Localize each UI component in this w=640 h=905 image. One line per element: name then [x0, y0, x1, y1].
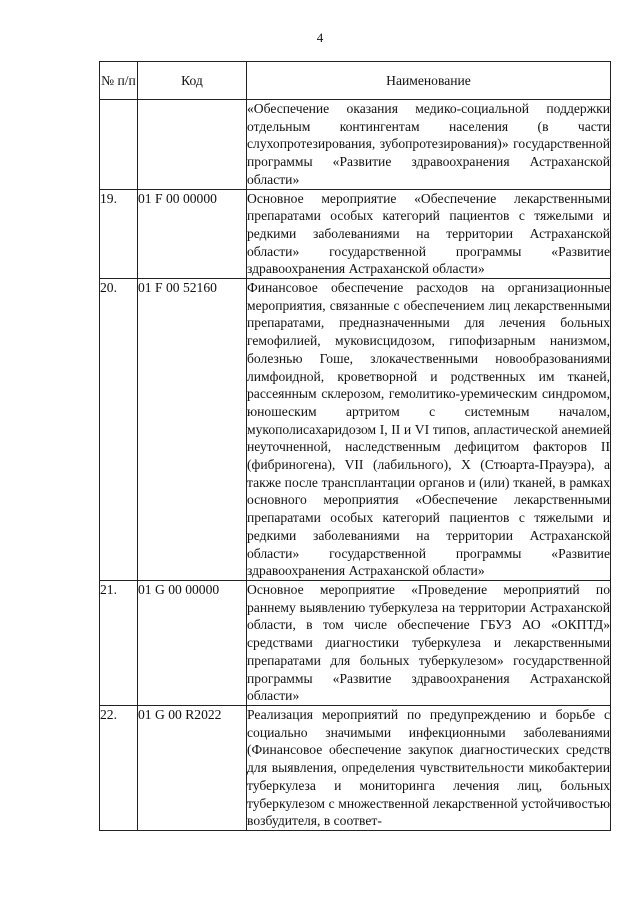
- row-code: 01 F 00 00000: [138, 189, 247, 279]
- table-header-row: [100, 62, 611, 100]
- table-row: [100, 581, 611, 706]
- row-name: «Обеспечение оказания медико-социальной поддержки отдельным контингентам населения (в части слухопротезирования, зубопротезирования)» государственной программы «Развитие здравоохранения Астраханской области»: [247, 100, 611, 190]
- header-name: Наименование: [247, 62, 611, 100]
- page-number: 4: [316, 30, 324, 45]
- row-name: Финансовое обеспечение расходов на организационные мероприятия, связанные с обеспечением лиц лекарственными препаратами, предназначенными для лечения больных гемофилией, муковисцидозом, гипофизарным нанизмом, болезнью Гоше, злокачественными новообразованиями лимфоидной, кроветворной и родственных им тканей, рассеянным склерозом, гемолитико-уремическим синдромом, юношеским артритом с системным началом, мукополисахаридозом I, II и VI типов, апластической анемией неуточненной, наследственным дефицитом факторов II (фибриногена), VII (лабильного), X (Стюарта-Прауэра), а также после трансплантации органов и (или) тканей, в рамках основного мероприятия «Обеспечение лекарственными препаратами особых категорий пациентов с тяжелыми и редкими заболеваниями на территории Астраханской области» государственной программы «Развитие здравоохранения Астраханской области»: [247, 279, 611, 581]
- row-number: 21.: [100, 581, 138, 706]
- row-number: 22.: [100, 706, 138, 831]
- row-code: 01 G 00 R2022: [138, 706, 247, 831]
- row-name: Основное мероприятие «Обеспечение лекарственными препаратами особых категорий пациентов с тяжелыми и редкими заболеваниями на территории Астраханской области» государственной программы «Развитие здравоохранения Астраханской области»: [247, 189, 611, 279]
- row-code: 01 G 00 00000: [138, 581, 247, 706]
- row-code: 01 F 00 52160: [138, 279, 247, 581]
- row-name: Реализация мероприятий по предупреждению и борьбе с социально значимыми инфекционными заболеваниями (Финансовое обеспечение закупок диагностических средств для выявления, определения чувствительности микобактерии туберкулеза и мониторинга лечения лиц, больных туберкулезом с множественной лекарственной устойчивостью возбудителя, в соответ-: [247, 706, 611, 831]
- table-row: [100, 189, 611, 279]
- table-row: [100, 706, 611, 831]
- header-code: Код: [138, 62, 247, 100]
- row-number: 20.: [100, 279, 138, 581]
- row-code: [138, 100, 247, 190]
- row-number: 19.: [100, 189, 138, 279]
- header-num: № п/п: [100, 62, 138, 100]
- table-row: [100, 279, 611, 581]
- row-name: Основное мероприятие «Проведение мероприятий по раннему выявлению туберкулеза на территории Астраханской области, в том числе обеспечение ГБУЗ АО «ОКПТД» средствами диагностики туберкулеза и лекарственными препаратами для больных туберкулезом» государственной программы «Развитие здравоохранения Астраханской области»: [247, 581, 611, 706]
- row-number: [100, 100, 138, 190]
- table-row: [100, 100, 611, 190]
- document-table: [99, 61, 611, 831]
